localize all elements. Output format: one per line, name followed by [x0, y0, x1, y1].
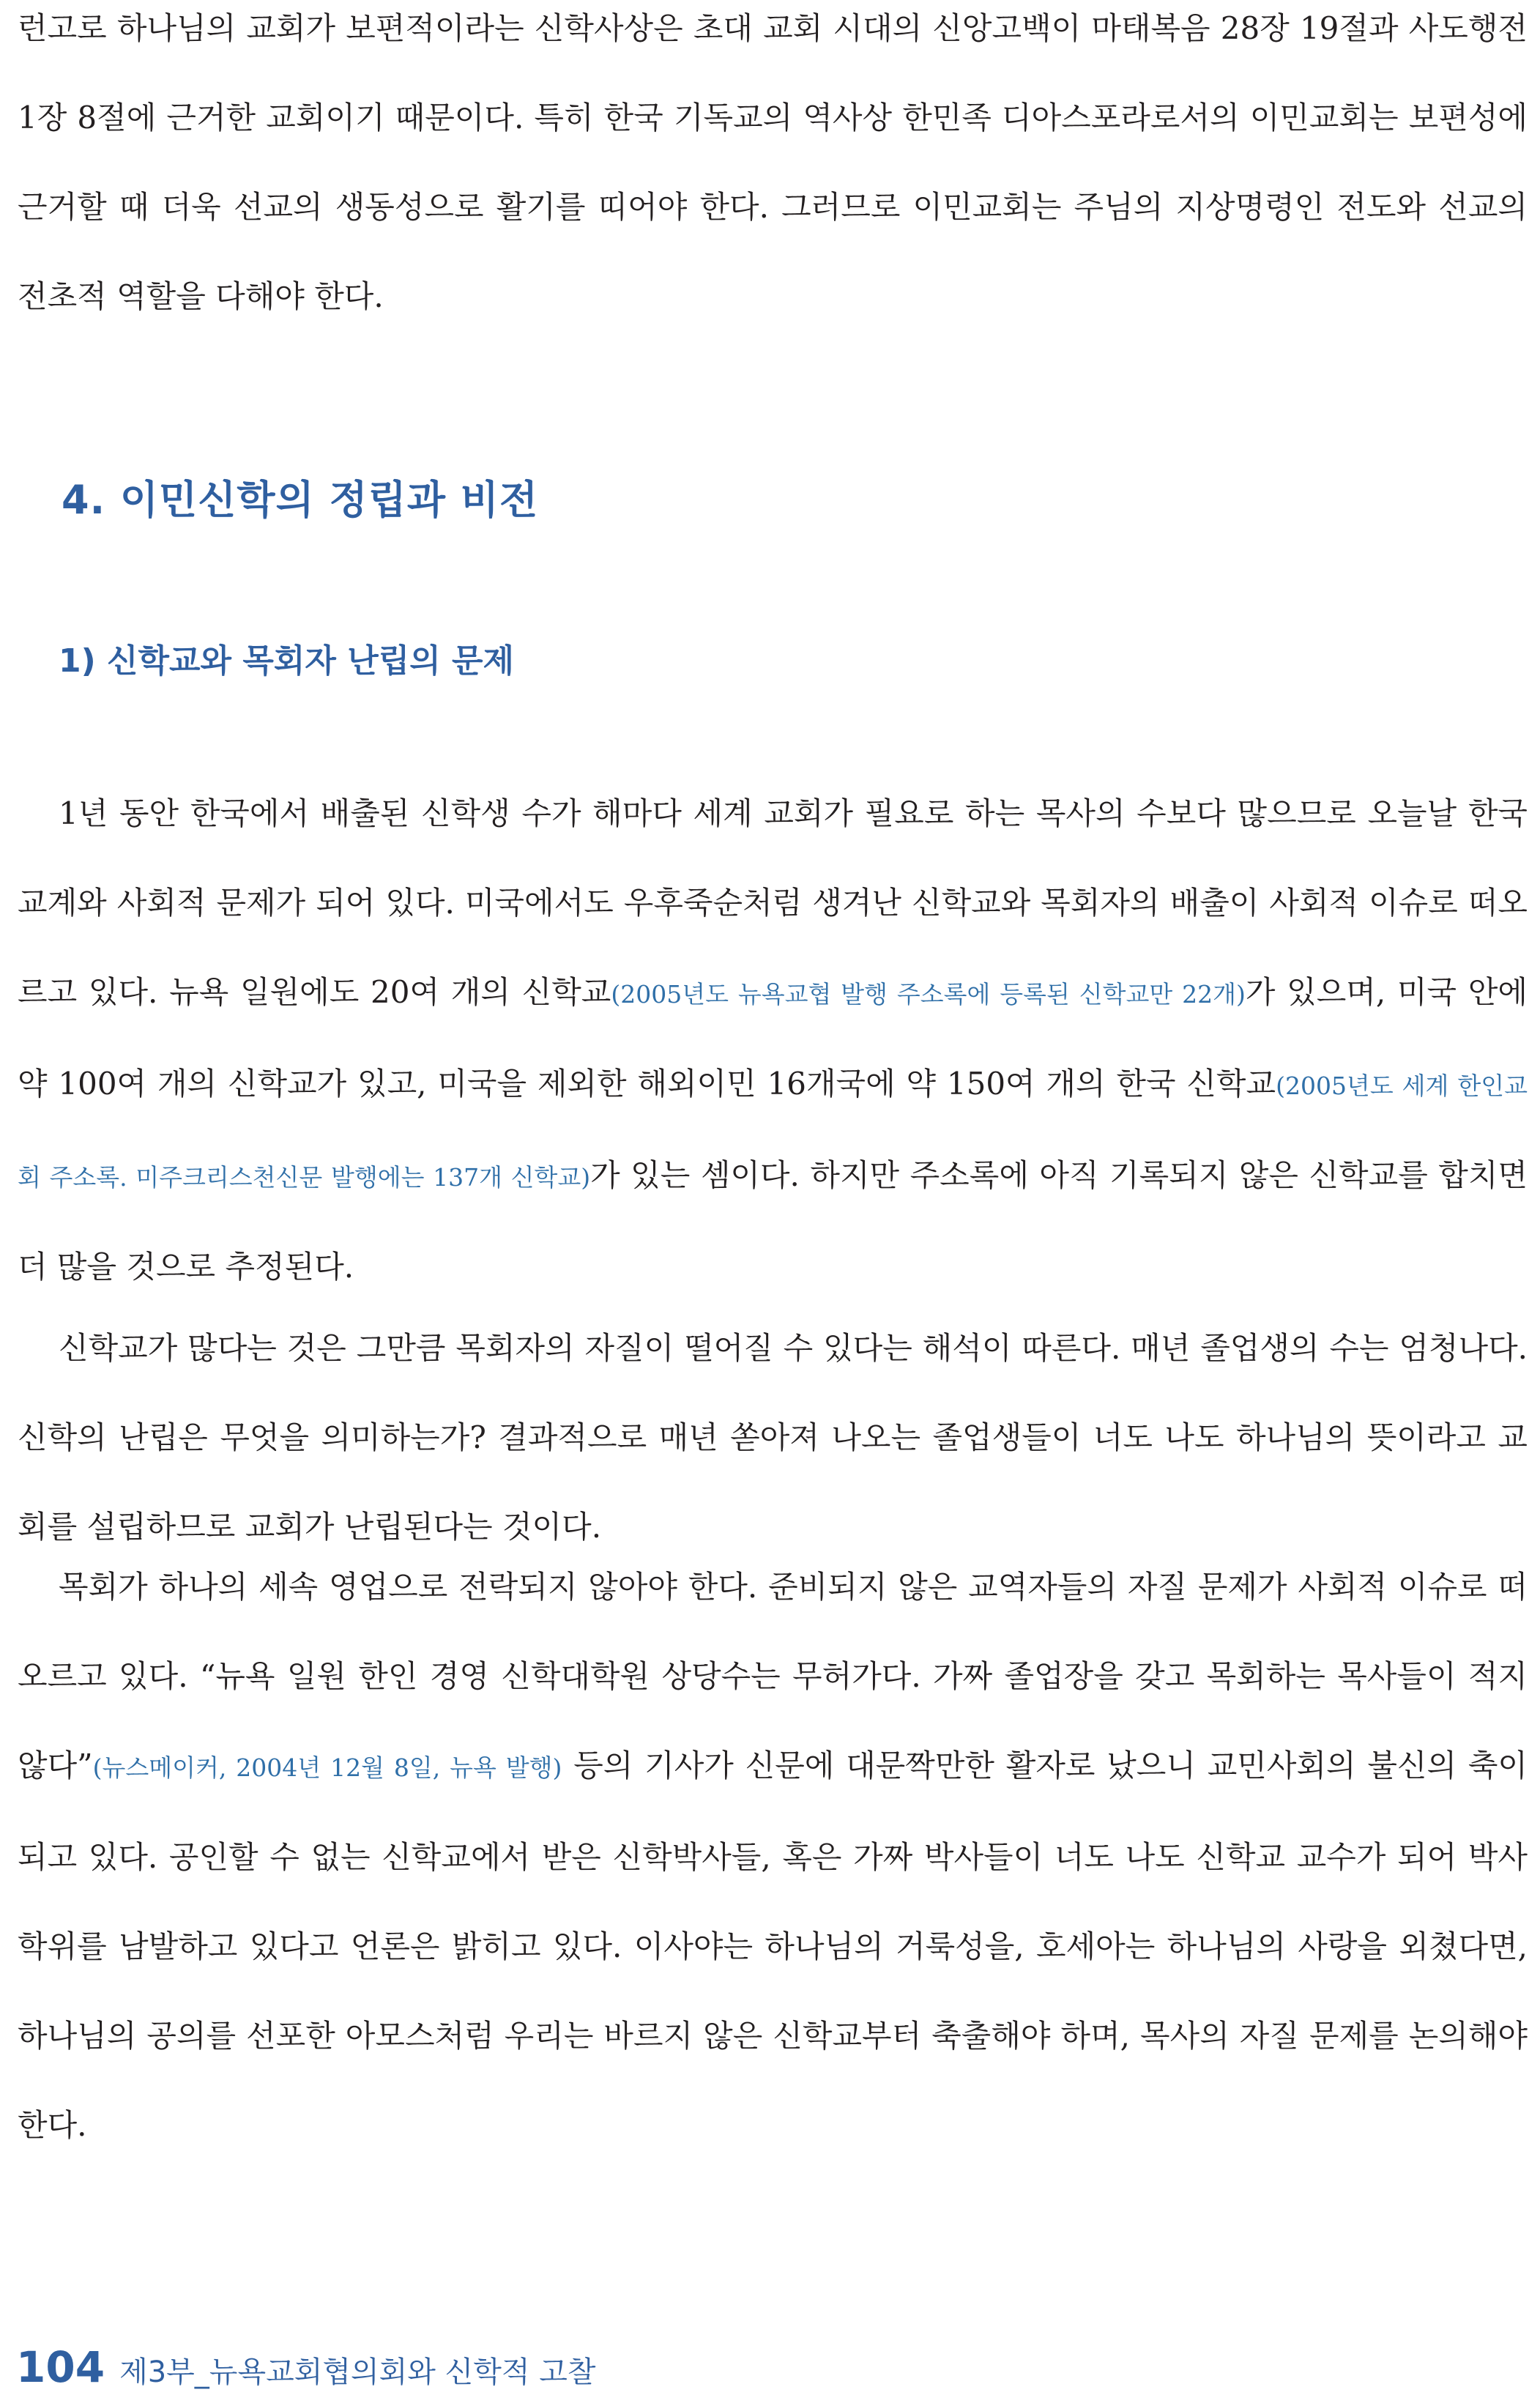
- paragraph-text: 가 있으며, 미국 안에 약 100여 개의 신학교가 있고, 미국을 제외한 해외이민 16개국에 약 150여 개의 한국 신학교: [18, 974, 1528, 1102]
- paragraph-quality: [18, 1304, 1528, 1572]
- intro-paragraph: [18, 0, 1528, 341]
- paragraph-text: 등의 기사가 신문에 대문짝만한 활자로 났으니 교민사회의 불신의 축이 되고 있다. 공인할 수 없는 신학교에서 받은 신학박사들, 혹은 가짜 박사들이 너도 나도 신학교 교수가 되어 박사 학위를 남발하고 있다고 언론은 밝히고 있다. 이사야는 하나님의 거룩성을, 호세아는 하나님의 사랑을 외쳤다면, 하나님의 공의를 선포한 아모스처럼 우리는 바르지 않은 신학교부터 축출해야 하며, 목사의 자질 문제를 논의해야 한다.: [18, 1748, 1528, 2143]
- paragraph-text: 가 있는 셈이다. 하지만 주소록에 아직 기록되지 않은 신학교를 합치면 더 많을 것으로 추정된다.: [18, 1157, 1528, 1285]
- subsection-heading: 1) 신학교와 목회자 난립의 문제: [59, 642, 515, 680]
- footnote-inline: (2005년도 뉴욕교협 발행 주소록에 등록된 신학교만 22개): [611, 980, 1246, 1009]
- paragraph-ministry: [18, 1542, 1528, 2170]
- paragraph-text: 신학교가 많다는 것은 그만큼 목회자의 자질이 떨어질 수 있다는 해석이 따른다. 매년 졸업생의 수는 엄청나다. 신학의 난립은 무엇을 의미하는가? 결과적으로 매년 쏟아져 나오는 졸업생들이 너도 나도 하나님의 뜻이라고 교회를 설립하므로 교회가 난립된다는 것이다.: [18, 1330, 1528, 1545]
- footnote-inline: (2005년도 세계 한인교회 주소록. 미주크리스천신문 발행에는 137개 신학교): [18, 1072, 1528, 1192]
- paragraph-seminary-count: [18, 769, 1528, 1312]
- paragraph-text: 1년 동안 한국에서 배출된 신학생 수가 해마다 세계 교회가 필요로 하는 목사의 수보다 많으므로 오늘날 한국 교계와 사회적 문제가 되어 있다. 미국에서도 우후죽순처럼 생겨난 신학교와 목회자의 배출이 사회적 이슈로 떠오르고 있다. 뉴욕 일원에도 20여 개의 신학교: [18, 795, 1528, 1010]
- running-footer-title: 제3부_뉴욕교회협의회와 신학적 고찰: [119, 2355, 596, 2389]
- intro-text: 런고로 하나님의 교회가 보편적이라는 신학사상은 초대 교회 시대의 신앙고백이 마태복음 28장 19절과 사도행전 1장 8절에 근거한 교회이기 때문이다. 특히 한국 기독교의 역사상 한민족 디아스포라로서의 이민교회는 보편성에 근거할 때 더욱 선교의 생동성으로 활기를 띠어야 한다. 그러므로 이민교회는 주님의 지상명령인 전도와 선교의 전초적 역할을 다해야 한다.: [18, 10, 1528, 314]
- footnote-inline: (뉴스메이커, 2004년 12월 8일, 뉴욕 발행): [92, 1753, 562, 1782]
- page-number: 104: [16, 2342, 105, 2392]
- page-footer: [16, 2342, 596, 2392]
- paragraph-text: 목회가 하나의 세속 영업으로 전락되지 않아야 한다. 준비되지 않은 교역자들의 자질 문제가 사회적 이슈로 떠오르고 있다. “뉴욕 일원 한인 경영 신학대학원 상당수는 무허가다. 가짜 졸업장을 갖고 목회하는 목사들이 적지 않다”: [18, 1569, 1528, 1783]
- section-heading: 4. 이민신학의 정립과 비전: [62, 477, 539, 523]
